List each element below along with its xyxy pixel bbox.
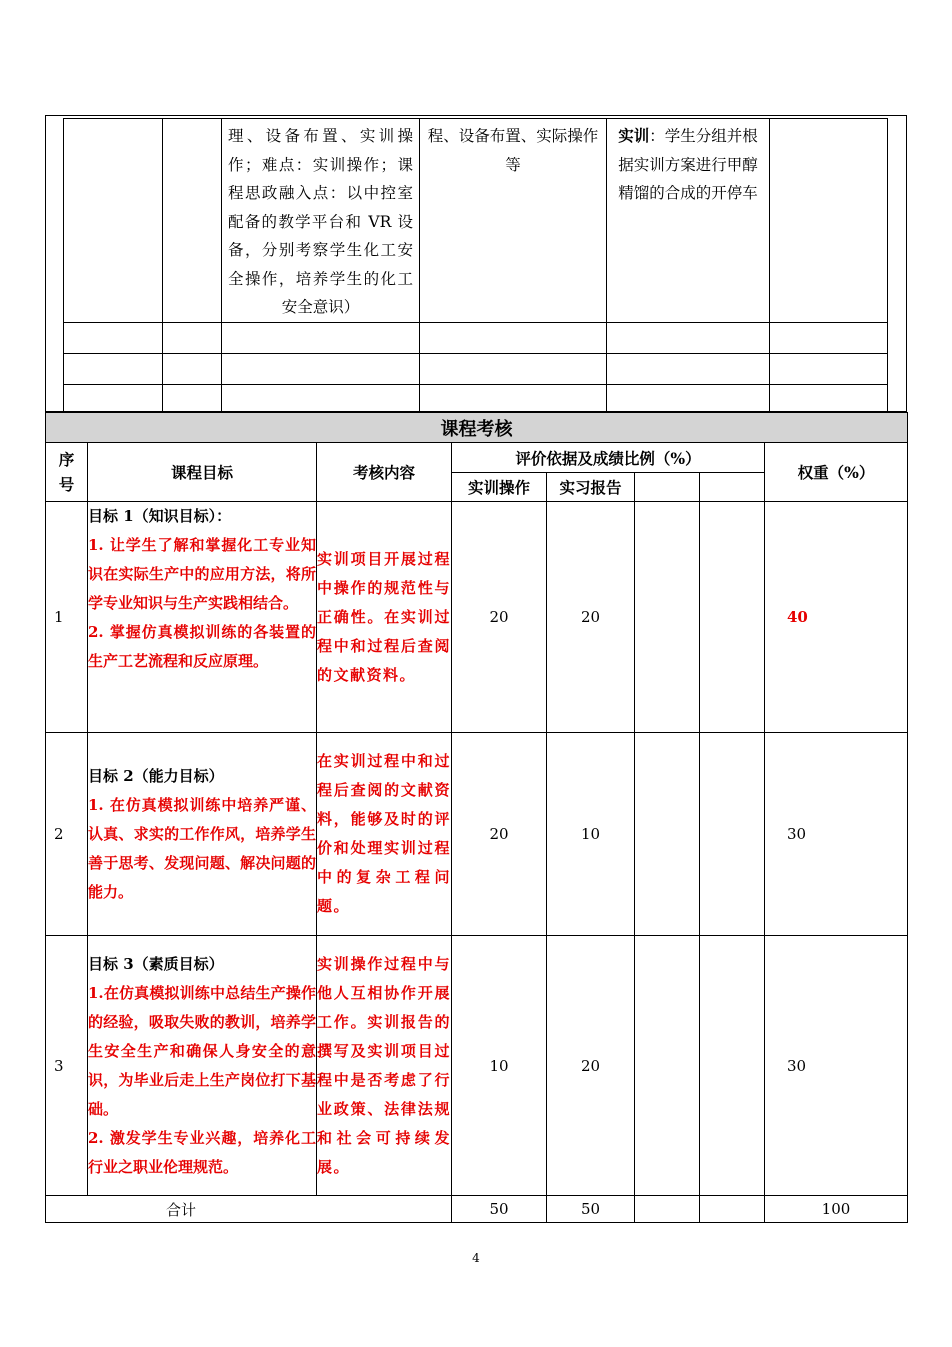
- empty-cell: [420, 384, 607, 414]
- row-seq: 3: [46, 936, 88, 1196]
- total-practice: 50: [452, 1196, 547, 1223]
- header-report: 实习报告: [547, 473, 635, 502]
- empty-cell: [700, 502, 765, 733]
- header-practice: 实训操作: [452, 473, 547, 502]
- row-report: 10: [547, 733, 635, 936]
- empty-cell: [163, 353, 222, 384]
- row-practice: 10: [452, 936, 547, 1196]
- row-assessment-content: 实训项目开展过程中操作的规范性与正确性。在实训过程中和过程后查阅的文献资料。: [317, 502, 452, 733]
- row-weight: 30: [765, 733, 908, 936]
- row-assessment-content: 实训操作过程中与他人互相协作开展工作。实训报告的撰写及实训项目过程中是否考虑了行业政策、法律法规和社会可持续发展。: [317, 936, 452, 1196]
- row-seq: 2: [46, 733, 88, 936]
- row-goal: [88, 502, 317, 733]
- goal-title: 目标 2（能力目标）: [88, 766, 224, 785]
- key-points-text: 理、设备布置、实训操作；难点：实训操作；课程思政融入点：以中控室配备的教学平台和 VR 设备，分别考察学生化工安全操作，培养学生的化工安全意识）: [228, 127, 413, 316]
- total-row: [46, 1196, 908, 1223]
- row-seq: 1: [46, 502, 88, 733]
- empty-cell: [770, 353, 888, 384]
- row-practice: 20: [452, 502, 547, 733]
- empty-cell: [635, 502, 700, 733]
- empty-cell: [607, 353, 770, 384]
- empty-cell: [700, 473, 765, 502]
- section-title: 课程考核: [46, 413, 908, 443]
- total-report: 50: [547, 1196, 635, 1223]
- empty-cell: [770, 384, 888, 414]
- empty-cell: [222, 353, 420, 384]
- method-text: ：学生分组并根据实训方案进行甲醇精馏的合成的开停车: [618, 127, 758, 202]
- table-row: [46, 502, 908, 733]
- row-goal: [88, 936, 317, 1196]
- row-report: 20: [547, 502, 635, 733]
- empty-cell: [700, 936, 765, 1196]
- empty-cell: [64, 353, 163, 384]
- content-cell: [420, 119, 607, 323]
- empty-cell: [64, 384, 163, 414]
- empty-cell: [770, 119, 888, 323]
- empty-cell: [607, 322, 770, 353]
- row-weight: 30: [765, 936, 908, 1196]
- empty-cell: [64, 119, 163, 323]
- header-seq: 序号: [46, 443, 88, 502]
- row-practice: 20: [452, 733, 547, 936]
- method-cell: [607, 119, 770, 323]
- method-label: 实训: [618, 126, 650, 145]
- empty-cell: [700, 733, 765, 936]
- course-assessment-table: [45, 412, 908, 1223]
- goal-title: 目标 3（素质目标）: [88, 954, 224, 973]
- empty-cell: [163, 119, 222, 323]
- empty-cell: [420, 322, 607, 353]
- header-weight: 权重（%）: [765, 443, 908, 502]
- table-row: [46, 733, 908, 936]
- goal-title: 目标 1（知识目标）：: [88, 507, 232, 525]
- empty-cell: [700, 1196, 765, 1223]
- goal-line: 1.在仿真模拟训练中总结生产操作的经验，吸取失败的教训，培养学生安全生产和确保人身安全的意识，为毕业后走上生产岗位打下基础。: [88, 983, 316, 1118]
- empty-cell: [635, 473, 700, 502]
- goal-line: 2. 激发学生专业兴趣，培养化工行业之职业伦理规范。: [88, 1128, 316, 1176]
- goal-line: 2. 掌握仿真模拟训练的各装置的生产工艺流程和反应原理。: [88, 623, 316, 670]
- empty-cell: [222, 322, 420, 353]
- teaching-content-table-continued: [45, 115, 907, 412]
- header-basis: 评价依据及成绩比例（%）: [452, 443, 765, 473]
- row-report: 20: [547, 936, 635, 1196]
- total-label: 合计: [46, 1196, 452, 1223]
- table-row: [46, 936, 908, 1196]
- goal-line: 1. 让学生了解和掌握化工专业知识在实际生产中的应用方法，将所学专业知识与生产实践相结合。: [88, 536, 316, 612]
- empty-cell: [635, 1196, 700, 1223]
- header-content: 考核内容: [317, 443, 452, 502]
- header-goal: 课程目标: [88, 443, 317, 502]
- empty-cell: [163, 322, 222, 353]
- page-number: 4: [472, 1251, 480, 1265]
- row-assessment-content: 在实训过程中和过程后查阅的文献资料，能够及时的评价和处理实训过程中的复杂工程问题。: [317, 733, 452, 936]
- total-weight: 100: [765, 1196, 908, 1223]
- key-points-cell: [222, 119, 420, 323]
- empty-cell: [222, 384, 420, 414]
- row-goal: [88, 733, 317, 936]
- goal-line: 1. 在仿真模拟训练中培养严谨、认真、求实的工作作风，培养学生善于思考、发现问题、解决问题的能力。: [88, 795, 316, 901]
- empty-cell: [770, 322, 888, 353]
- empty-cell: [635, 733, 700, 936]
- empty-cell: [635, 936, 700, 1196]
- empty-cell: [607, 384, 770, 414]
- empty-cell: [64, 322, 163, 353]
- teaching-content-table: [63, 118, 888, 415]
- content-text: 程、设备布置、实际操作等: [427, 127, 599, 174]
- empty-cell: [163, 384, 222, 414]
- row-weight: 40: [765, 502, 908, 733]
- empty-cell: [420, 353, 607, 384]
